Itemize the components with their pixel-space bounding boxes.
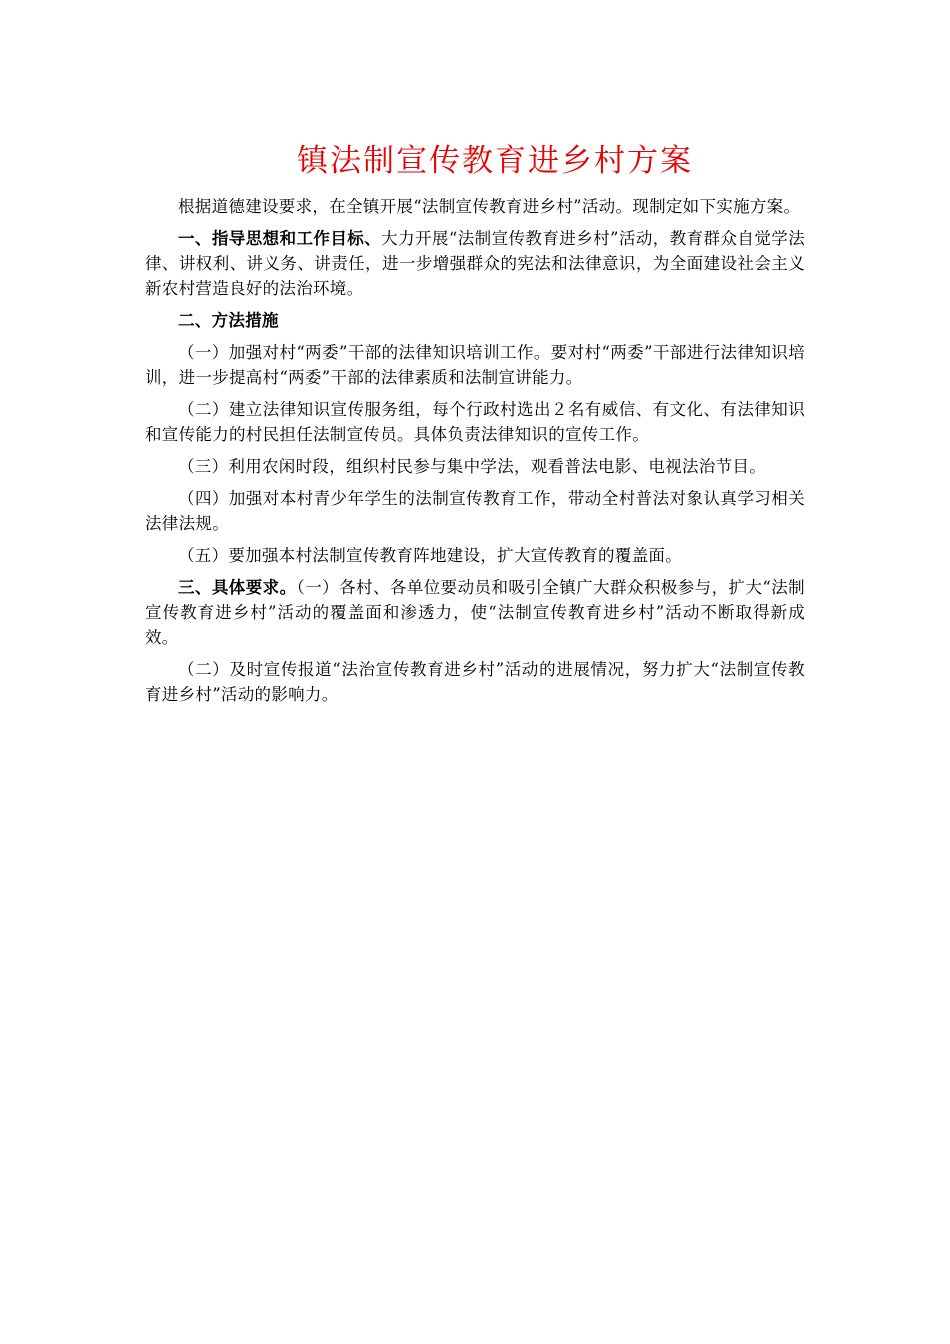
section3-paragraph <box>145 575 805 650</box>
intro-paragraph: 根据道德建设要求，在全镇开展“法制宣传教育进乡村”活动。现制定如下实施方案。 <box>178 197 801 216</box>
document-page <box>145 140 805 714</box>
section1-heading: 一、指导思想和工作目标、 <box>178 229 382 248</box>
section2-item-1: （一）加强对村“两委”干部的法律知识培训工作。要对村“两委”干部进行法律知识培训，进一步提高村“两委”干部的法律素质和法制宣讲能力。 <box>145 343 805 387</box>
section2-heading: 二、方法措施 <box>178 311 279 330</box>
section3-body: （一）各村、各单位要动员和吸引全镇广大群众积极参与，扩大“法制宣传教育进乡村”活动的覆盖面和渗透力，使“法制宣传教育进乡村”活动不断取得新成效。 <box>145 578 805 647</box>
section1-paragraph <box>145 226 805 301</box>
section2-item-3: （三）利用农闲时段，组织村民参与集中学法，观看普法电影、电视法治节目。 <box>178 457 766 476</box>
document-title: 镇法制宣传教育进乡村方案 <box>297 143 693 179</box>
section2-item-4: （四）加强对本村青少年学生的法制宣传教育工作，带动全村普法对象认真学习相关法律法规。 <box>145 489 805 533</box>
section3-heading: 三、具体要求。 <box>178 578 297 597</box>
section2-item-5: （五）要加强本村法制宣传教育阵地建设，扩大宣传教育的覆盖面。 <box>178 546 682 565</box>
section2-item-2: （二）建立法律知识宣传服务组，每个行政村选出２名有威信、有文化、有法律知识和宣传能力的村民担任法制宣传员。具体负责法律知识的宣传工作。 <box>145 400 805 444</box>
section1-body: 大力开展“法制宣传教育进乡村”活动，教育群众自觉学法律、讲权利、讲义务、讲责任，进一步增强群众的宪法和法律意识，为全面建设社会主义新农村营造良好的法治环境。 <box>145 229 805 298</box>
section3-item-2: （二）及时宣传报道“法治宣传教育进乡村”活动的进展情况，努力扩大“法制宣传教育进乡村”活动的影响力。 <box>145 660 805 704</box>
